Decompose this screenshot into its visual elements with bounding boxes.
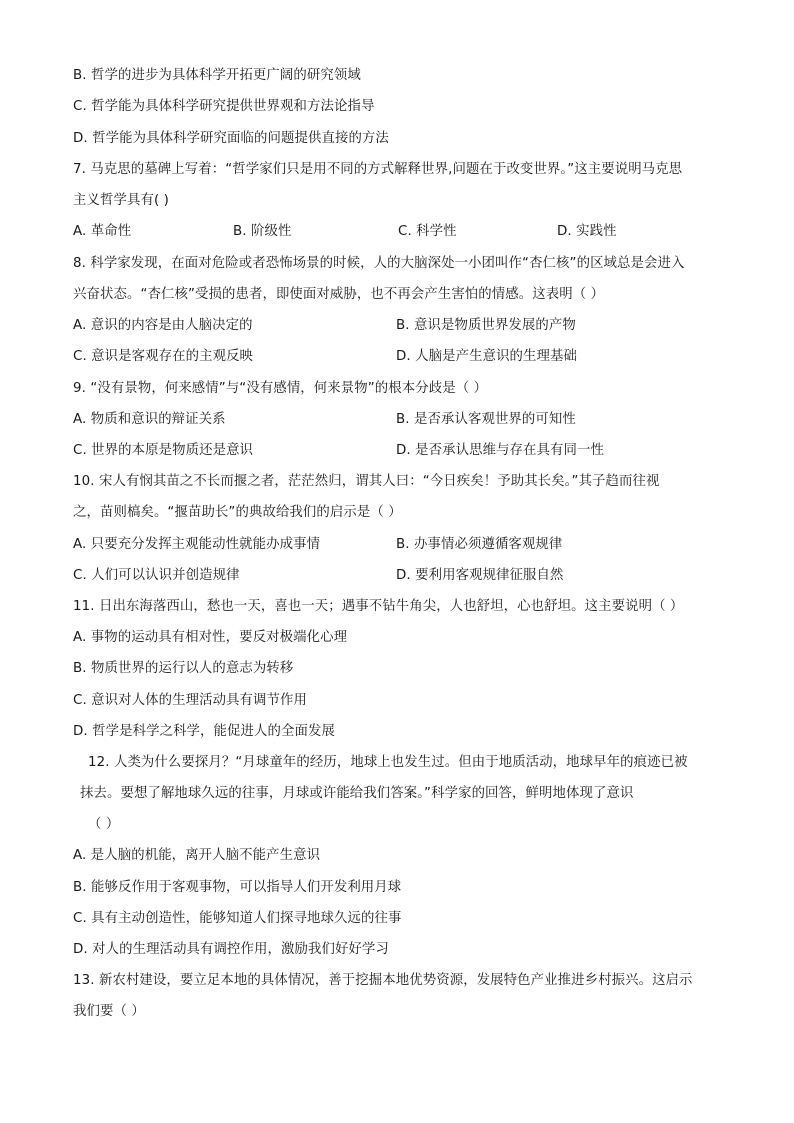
q10-option-d: D. 要利用客观规律征服自然 [396, 568, 564, 583]
q9-stem-line-1: 9. “没有景物，何来感情”与“没有感情，何来景物”的根本分歧是（ ） [73, 381, 488, 396]
q7-option-a: A. 革命性 [73, 224, 132, 239]
q10-stem-line-1: 10. 宋人有悯其苗之不长而揠之者，茫茫然归，谓其人曰：“今日疾矣！予助其长矣。”其子趋而往视 [73, 474, 660, 489]
q9-option-d: D. 是否承认思维与存在具有同一性 [396, 443, 604, 458]
q7-stem-line-1: 7. 马克思的墓碑上写着：“哲学家们只是用不同的方式解释世界,问题在于改变世界。”这主要说明马克思 [73, 162, 683, 177]
q10-stem-line-2: 之，苗则槁矣。“揠苗助长”的典故给我们的启示是（ ） [73, 505, 402, 520]
q10-option-b: B. 办事情必须遵循客观规律 [396, 537, 563, 552]
q11-stem-line-1: 11. 日出东海落西山，愁也一天，喜也一天；遇事不钻牛角尖，人也舒坦，心也舒坦。这主要说明（ ） [73, 599, 684, 614]
q8-option-a: A. 意识的内容是由人脑决定的 [73, 318, 253, 333]
q9-option-a: A. 物质和意识的辩证关系 [73, 412, 226, 427]
q12-stem-line-3: （ ） [88, 817, 120, 832]
q8-option-c: C. 意识是客观存在的主观反映 [73, 349, 254, 364]
q12-stem-line-2: 抹去。要想了解地球久远的往事，月球或许能给我们答案。”科学家的回答，鲜明地体现了意识 [80, 786, 634, 801]
q6-option-d: D. 哲学能为具体科学研究面临的问题提供直接的方法 [73, 131, 389, 146]
q11-option-b: B. 物质世界的运行以人的意志为转移 [73, 661, 294, 676]
q8-stem-line-2: 兴奋状态。“杏仁核”受损的患者，即使面对威胁，也不再会产生害怕的情感。这表明（ ） [73, 287, 605, 302]
q7-option-b: B. 阶级性 [233, 224, 292, 239]
q8-option-b: B. 意识是物质世界发展的产物 [396, 318, 576, 333]
q7-option-c: C. 科学性 [398, 224, 457, 239]
q7-option-d: D. 实践性 [557, 224, 617, 239]
q7-stem-line-2: 主义哲学具有( ) [73, 193, 169, 208]
q12-option-a: A. 是人脑的机能，离开人脑不能产生意识 [73, 848, 321, 863]
q11-option-c: C. 意识对人体的生理活动具有调节作用 [73, 693, 308, 708]
q6-option-b: B. 哲学的进步为具体科学开拓更广阔的研究领域 [73, 68, 361, 83]
q12-option-c: C. 具有主动创造性，能够知道人们探寻地球久远的往事 [73, 911, 402, 926]
q12-option-d: D. 对人的生理活动具有调控作用，激励我们好好学习 [73, 942, 389, 957]
q9-option-c: C. 世界的本原是物质还是意识 [73, 443, 254, 458]
q8-option-d: D. 人脑是产生意识的生理基础 [396, 349, 578, 364]
q11-option-a: A. 事物的运动具有相对性，要反对极端化心理 [73, 630, 348, 645]
q11-option-d: D. 哲学是科学之科学，能促进人的全面发展 [73, 724, 335, 739]
q6-option-c: C. 哲学能为具体科学研究提供世界观和方法论指导 [73, 99, 375, 114]
q10-option-c: C. 人们可以认识并创造规律 [73, 568, 240, 583]
q12-stem-line-1: 12. 人类为什么要探月？“月球童年的经历，地球上也发生过。但由于地质活动，地球早年的痕迹已被 [88, 755, 688, 770]
q13-stem-line-1: 13. 新农村建设，要立足本地的具体情况，善于挖掘本地优势资源，发展特色产业推进乡村振兴。这启示 [73, 973, 693, 988]
q12-option-b: B. 能够反作用于客观事物，可以指导人们开发利用月球 [73, 880, 402, 895]
q13-stem-line-2: 我们要（ ） [73, 1004, 145, 1019]
q10-option-a: A. 只要充分发挥主观能动性就能办成事情 [73, 537, 321, 552]
q9-option-b: B. 是否承认客观世界的可知性 [396, 412, 576, 427]
q8-stem-line-1: 8. 科学家发现，在面对危险或者恐怖场景的时候，人的大脑深处一小团叫作“杏仁核”的区域总是会进入 [73, 256, 685, 271]
